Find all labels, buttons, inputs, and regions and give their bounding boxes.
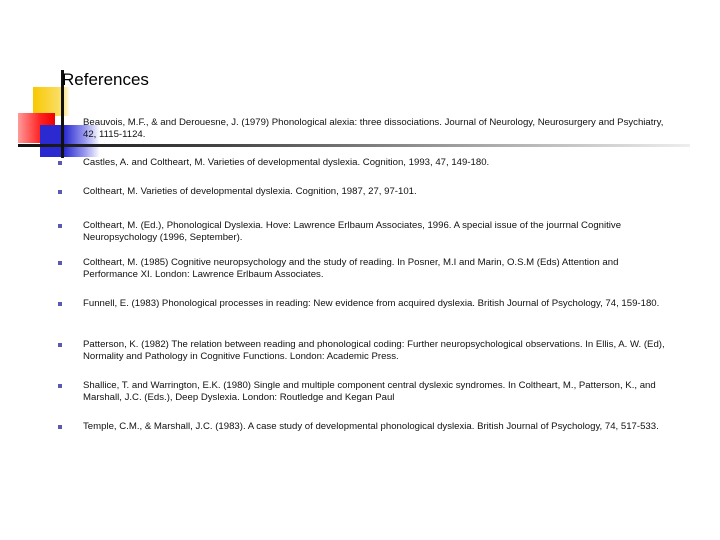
bullet-icon bbox=[58, 261, 62, 265]
list-item bbox=[58, 117, 668, 141]
slide-title: References bbox=[62, 70, 149, 89]
list-item bbox=[58, 339, 668, 363]
reference-text: Shallice, T. and Warrington, E.K. (1980) Single and multiple component central dyslexic syndromes. In Coltheart, M., Patterson, K., and Marshall, J.C. (Eds.), Deep Dyslexia. London: Routledge and Kegan Paul bbox=[83, 380, 656, 403]
decor-horizontal-rule bbox=[18, 144, 690, 147]
list-item bbox=[58, 257, 668, 281]
reference-text: Patterson, K. (1982) The relation between reading and phonological coding: Further neuropsychological observations. In Ellis, A. W. (Ed), Normality and Pathology in Cognitive Functions. London: Academic Press. bbox=[83, 339, 665, 362]
bullet-icon bbox=[58, 161, 62, 165]
reference-text: Castles, A. and Coltheart, M. Varieties of developmental dyslexia. Cognition, 1993, 47, 149-180. bbox=[83, 157, 490, 168]
reference-text: Funnell, E. (1983) Phonological processes in reading: New evidence from acquired dyslexia. British Journal of Psychology, 74, 159-180. bbox=[83, 298, 660, 309]
bullet-icon bbox=[58, 190, 62, 194]
decor-yellow-square bbox=[33, 87, 70, 116]
bullet-icon bbox=[58, 224, 62, 228]
bullet-icon bbox=[58, 302, 62, 306]
reference-text: Coltheart, M. (Ed.), Phonological Dyslexia. Hove: Lawrence Erlbaum Associates, 1996. A special issue of the jourrnal Cognitive Neuropsychology (1996, September). bbox=[83, 220, 622, 243]
bullet-icon bbox=[58, 425, 62, 429]
list-item bbox=[58, 380, 668, 404]
list-item bbox=[58, 421, 668, 433]
reference-text: Coltheart, M. Varieties of developmental dyslexia. Cognition, 1987, 27, 97-101. bbox=[83, 186, 417, 197]
bullet-icon bbox=[58, 384, 62, 388]
list-item bbox=[58, 186, 668, 198]
list-item bbox=[58, 298, 668, 310]
reference-text: Coltheart, M. (1985) Cognitive neuropsychology and the study of reading. In Posner, M.I and Marin, O.S.M (Eds) Attention and Performance XI. London: Lawrence Erlbaum Associates. bbox=[83, 257, 619, 280]
reference-text: Temple, C.M., & Marshall, J.C. (1983). A case study of developmental phonological dyslexia. British Journal of Psychology, 74, 517-533. bbox=[83, 421, 659, 432]
bullet-icon bbox=[58, 343, 62, 347]
list-item bbox=[58, 157, 668, 169]
reference-text: Beauvois, M.F., & and Derouesne, J. (1979) Phonological alexia: three dissociations. Journal of Neurology, Neurosurgery and Psychiatry, 42, 1115-1124. bbox=[83, 117, 664, 140]
list-item bbox=[58, 220, 668, 244]
